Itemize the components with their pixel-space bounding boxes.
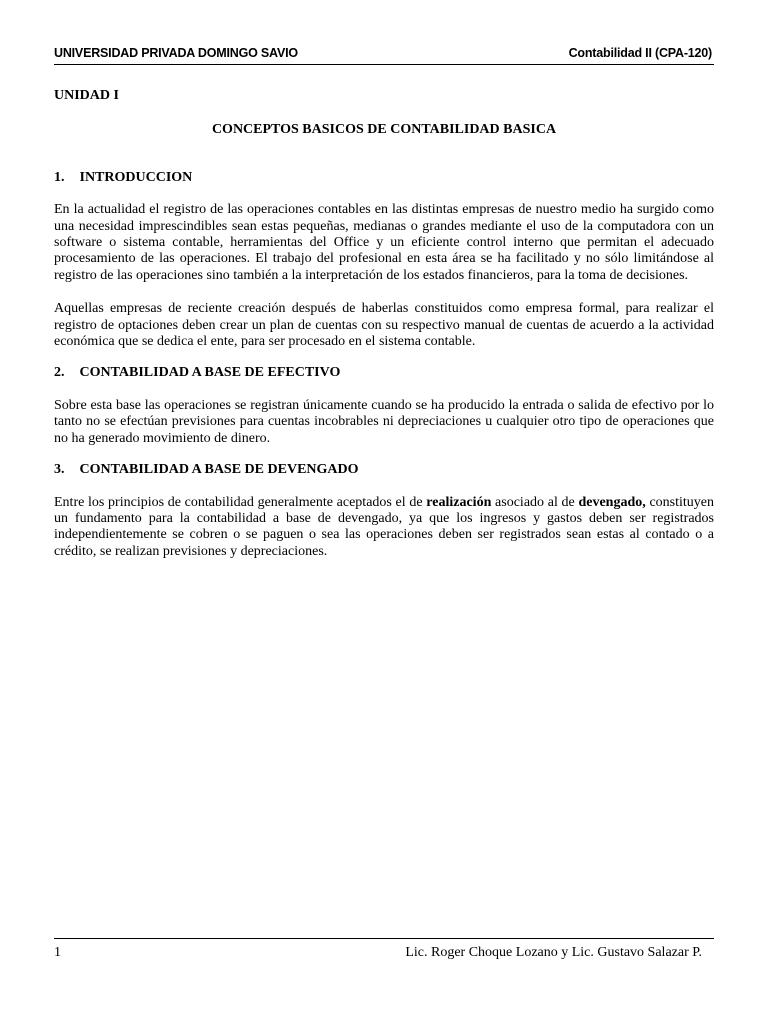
page-content [54, 88, 714, 560]
header-course: Contabilidad II (CPA-120) [568, 46, 712, 60]
section-heading-introduccion [54, 170, 714, 186]
header-institution: UNIVERSIDAD PRIVADA DOMINGO SAVIO [54, 46, 298, 60]
page-footer [54, 938, 714, 963]
page-header [54, 44, 714, 65]
footer-authors: Lic. Roger Choque Lozano y Lic. Gustavo Salazar P. [405, 945, 702, 960]
text-run: asociado al de [491, 494, 579, 510]
text-run: constituyen un fundamento para la contabilidad a base de devengado, ya que los ingresos y gastos deben ser registrados independientemente se cobren o se paguen o sea las operaciones deben ser registrados sean estas al contado o a crédito, se realizan previsiones y depreciaciones. [54, 494, 715, 559]
unit-title: UNIDAD I [54, 88, 119, 103]
bold-term-realizacion: realización [426, 494, 492, 510]
text-run: Entre los principios de contabilidad generalmente aceptados el de [54, 494, 427, 510]
section-heading-devengado [54, 462, 714, 478]
bold-term-devengado: devengado, [578, 494, 646, 510]
page-number: 1 [54, 945, 61, 960]
paragraph: En la actualidad el registro de las operaciones contables en las distintas empresas de nuestro medio ha surgido como una necesidad imprescindibles sean estas pequeñas, medianas o grandes mediante el uso de la computadora con un software o sistema contable, herramientas del Office y un eficiente control interno que permitan el adecuado procesamiento de las operaciones. El trabajo del profesional en esta área se ha facilitado y no sólo limitándose al registro de las operaciones sino también a la interpretación de los estados financieros, para la toma de decisiones. [54, 202, 714, 283]
paragraph: Sobre esta base las operaciones se registran únicamente cuando se ha producido la entrada o salida de efectivo por lo tanto no se efectúan previsiones para cuentas incobrables ni depreciaciones u cualquier otro tipo de operaciones que no ha generado movimiento de dinero. [54, 397, 714, 446]
section-heading-text: INTRODUCCION [79, 169, 193, 185]
document-title: CONCEPTOS BASICOS DE CONTABILIDAD BASICA [211, 122, 557, 138]
section-number: 2. [54, 365, 65, 381]
paragraph [54, 495, 714, 561]
section-heading-text: CONTABILIDAD A BASE DE DEVENGADO [79, 462, 359, 478]
section-heading-efectivo [54, 365, 714, 381]
section-number: 1. [54, 169, 65, 185]
paragraph: Aquellas empresas de reciente creación después de haberlas constituidos como empresa formal, para realizar el registro de optaciones deben crear un plan de cuentas con su respectivo manual de cuentas de acuerdo a la actividad económica que se dedica el ente, para ser procesado en el sistema contable. [54, 301, 714, 350]
section-heading-text: CONTABILIDAD A BASE DE EFECTIVO [79, 365, 341, 381]
section-number: 3. [54, 462, 65, 478]
